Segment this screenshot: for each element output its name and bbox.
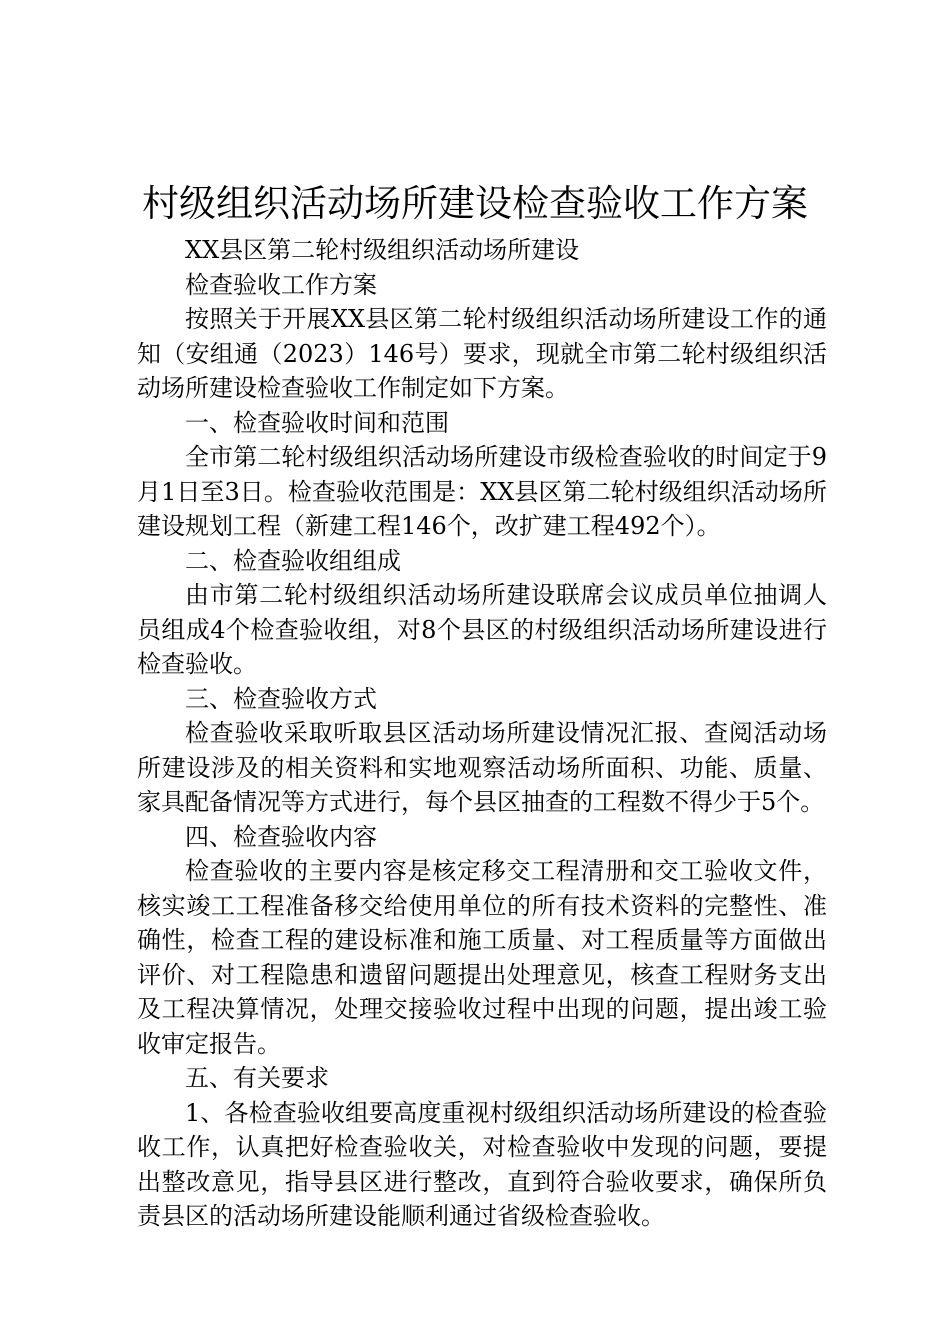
section-paragraph: 由市第二轮村级组织活动场所建设联席会议成员单位抽调人员组成4个检查验收组，对8个县区的村级组织活动场所建设进行检查验收。 (137, 581, 827, 678)
section-paragraph: 全市第二轮村级组织活动场所建设市级检查验收的时间定于9月1日至3日。检查验收范围是：XX县区第二轮村级组织活动场所建设规划工程（新建工程146个，改扩建工程492个）。 (137, 443, 827, 540)
section-paragraph: 1、各检查验收组要高度重视村级组织活动场所建设的检查验收工作，认真把好检查验收关，对检查验收中发现的问题，要提出整改意见，指导县区进行整改，直到符合验收要求，确保所负责县区的活动场所建设能顺利通过省级检查验收。 (137, 1098, 827, 1230)
subtitle-line-2: 检查验收工作方案 (185, 270, 377, 299)
subtitle-line-1: XX县区第二轮村级组织活动场所建设 (185, 236, 580, 264)
section-heading: 五、有关要求 (185, 1064, 329, 1092)
section-heading: 二、检查验收组组成 (185, 546, 401, 575)
section-paragraph: 检查验收采取听取县区活动场所建设情况汇报、查阅活动场所建设涉及的相关资料和实地观察活动场所面积、功能、质量、家具配备情况等方式进行，每个县区抽查的工程数不得少于5个。 (137, 719, 827, 816)
document-body (137, 233, 827, 1234)
document-title: 村级组织活动场所建设检查验收工作方案 (142, 182, 808, 225)
section-heading: 三、检查验收方式 (185, 684, 377, 713)
section-heading: 一、检查验收时间和范围 (185, 408, 449, 437)
section-heading: 四、检查验收内容 (185, 822, 377, 851)
section-paragraph: 检查验收的主要内容是核定移交工程清册和交工验收文件，核实竣工工程准备移交给使用单位的所有技术资料的完整性、准确性，检查工程的建设标准和施工质量、对工程质量等方面做出评价、对工程隐患和遗留问题提出处理意见，核查工程财务支出及工程决算情况，处理交接验收过程中出现的问题，提出竣工验收审定报告。 (137, 857, 827, 1058)
intro-paragraph: 按照关于开展XX县区第二轮村级组织活动场所建设工作的通知（安组通（2023）146号）要求，现就全市第二轮村级组织活动场所建设检查验收工作制定如下方案。 (137, 305, 827, 402)
